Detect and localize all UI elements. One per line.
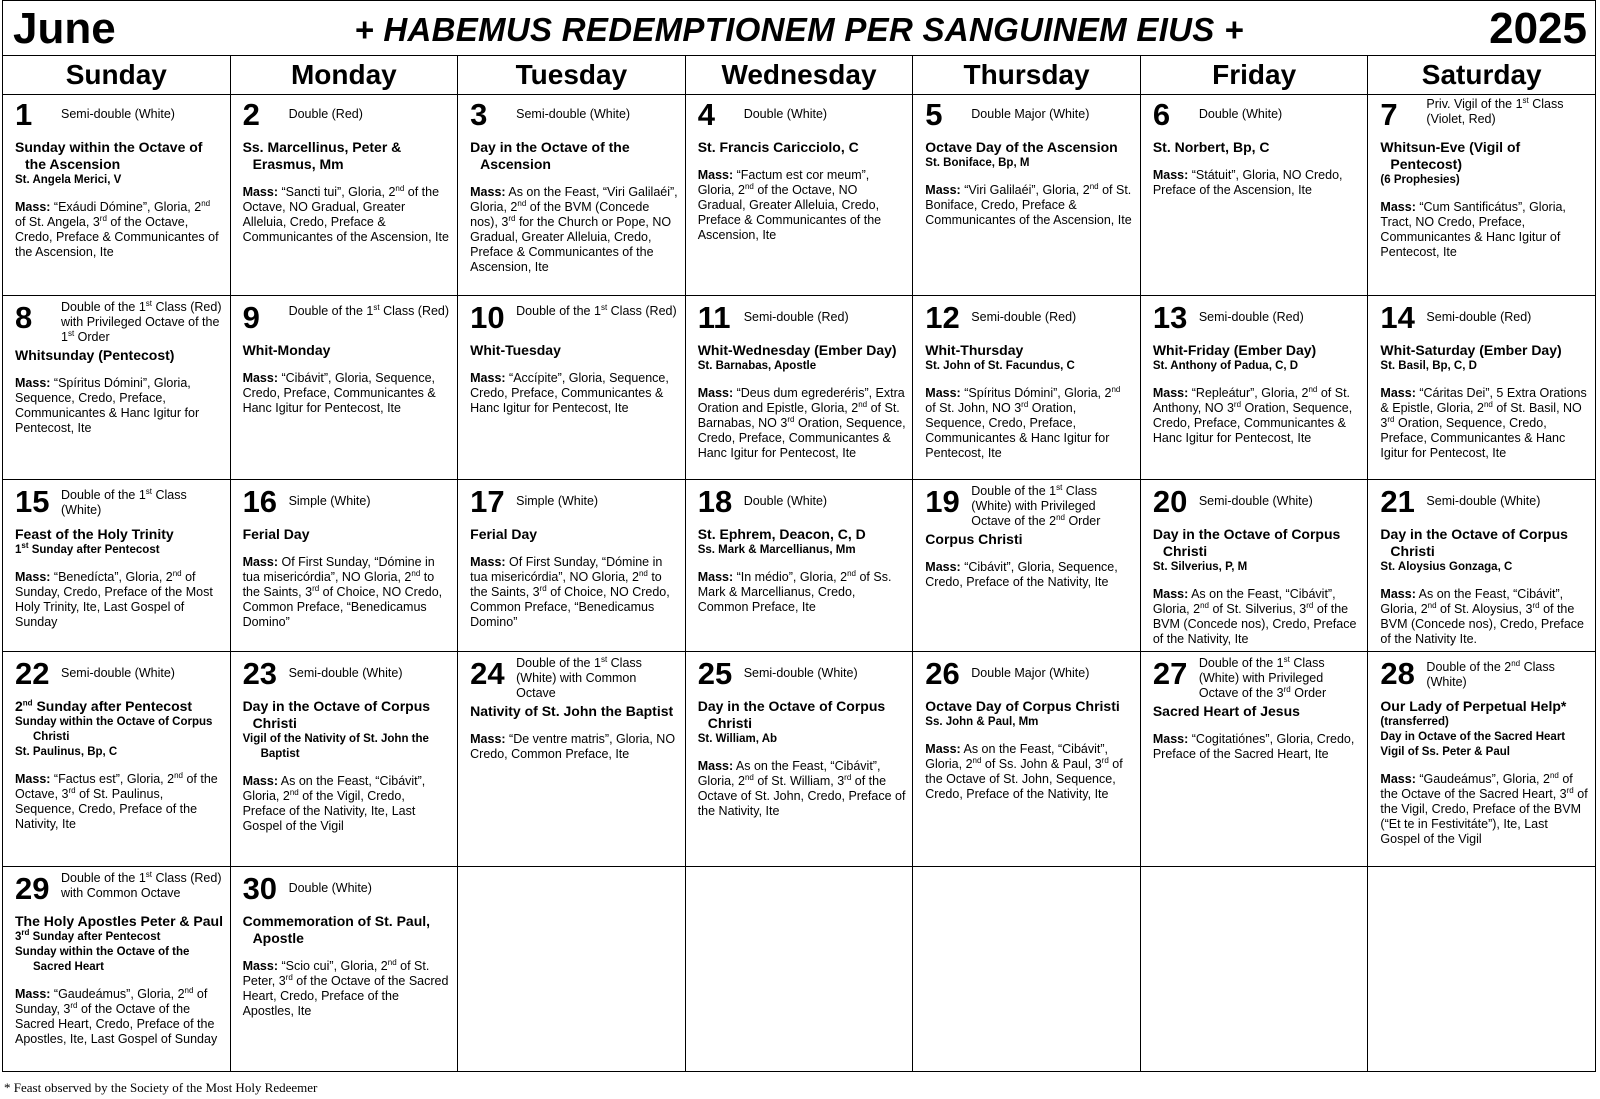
mass-label: Mass: [1152,587,1189,601]
mass-text: “Cogitatiónes”, Gloria, Credo, Preface of the Sacred Heart, Ite [1152,732,1355,761]
mass-label: Mass: [697,168,734,182]
day-cell [231,296,459,480]
liturgical-rank: Double Major (White) [971,107,1090,121]
mass-notes [243,185,452,245]
liturgical-rank: Semi-double (Red) [1198,310,1304,324]
feast-title: Nativity of St. John the Baptist [470,703,674,719]
liturgical-rank: Semi-double (White) [516,107,631,121]
day-cell-header [243,871,452,911]
day-number: 14 [1380,300,1415,335]
day-cell [458,93,686,296]
liturgical-rank: Semi-double (White) [61,666,175,680]
commemoration: St. John of St. Facundus, C [925,360,1075,372]
commemoration: St. William, Ab [697,733,778,745]
liturgical-rank: Double of the 2nd Class (White) [1426,658,1555,689]
commemoration: St. Angela Merici, V [15,174,122,186]
day-cell-header [1153,484,1362,524]
mass-text: As on the Feast, “Cibávit”, Gloria, 2nd of St. Silverius, 3rd of the BVM (Concede nos), Credo, Preface of the Nativity, Ite [1152,587,1357,646]
month-title: June [13,4,116,53]
mass-notes [1153,587,1362,647]
mass-notes [470,371,679,416]
day-cell [231,867,459,1072]
mass-text: “De ventre matris”, Gloria, NO Credo, Common Preface, Ite [470,732,676,761]
day-number: 24 [470,656,505,691]
day-cell-header [243,484,452,524]
mass-notes [1153,386,1362,446]
mass-text: Of First Sunday, “Dómine in tua misericórdia”, NO Gloria, 2nd to the Saints, 3rd of Choice, NO Credo, Common Preface, “Benedicamus Domino” [242,555,443,629]
liturgical-rank: Semi-double (White) [61,107,175,121]
day-number: 25 [697,656,733,691]
mass-label: Mass: [925,560,961,574]
day-cell [458,480,686,652]
day-cell [913,652,1141,867]
mass-notes [15,376,224,436]
commemoration: St. Boniface, Bp, M [925,157,1030,169]
day-cell-header [698,97,907,137]
mass-text: “Viri Galilaéi”, Gloria, 2nd of St. Boniface, Credo, Preface & Communicantes of the Ascension, Ite [925,181,1132,227]
day-cell-header [925,484,1134,529]
day-grid [2,93,1596,1072]
mass-text: As on the Feast, “Cibávit”, Gloria, 2nd of St. Aloysius, 3rd of the BVM (Concede nos), Credo, Preface of the Nativity Ite. [1380,587,1584,646]
mass-text: “Státuit”, Gloria, NO Credo, Preface of the Ascension, Ite [1152,168,1343,197]
commemoration: 1st Sunday after Pentecost [15,541,160,556]
day-cell-header [1380,300,1589,340]
mass-notes [698,168,907,243]
mass-label: Mass: [15,376,51,390]
commemoration: St. Aloysius Gonzaga, C [1380,561,1513,573]
weekday-header-row [2,56,1596,93]
mass-text: As on the Feast, “Cibávit”, Gloria, 2nd of the Vigil, Credo, Preface of the Nativity, Ite, Last Gospel of the Vigil [242,774,426,833]
liturgical-rank: Double of the 1st Class (White) with Privileged Octave of the 2nd Order [971,482,1101,528]
mass-notes [243,371,452,416]
weekday-header: Wednesday [686,56,914,95]
mass-label: Mass: [1380,772,1416,786]
mass-text: As on the Feast, “Viri Galilaéi”, Gloria, 2nd of the BVM (Concede nos), 3rd for the Church or Pope, NO Gradual, Greater Alleluia, Credo, Preface & Communicantes of the Ascension, Ite [470,185,678,274]
day-number: 13 [1152,300,1188,335]
feast-title: Whitsun-Eve (Vigil of Pentecost) [1380,139,1521,172]
mass-notes [925,560,1134,590]
mass-notes [470,185,679,275]
mass-label: Mass: [242,371,278,385]
commemoration: (6 Prophesies) [1380,174,1460,186]
empty-day-cell [1141,867,1369,1072]
feast-title: Octave Day of Corpus Christi [925,698,1120,714]
mass-text: “Repleátur”, Gloria, 2nd of St. Anthony, NO 3rd Oration, Sequence, Credo, Preface, Communicantes & Hanc Igitur for Pentecost, Ite [1152,384,1353,445]
day-number: 10 [470,300,505,335]
mass-label: Mass: [697,759,734,773]
day-cell [231,93,459,296]
weekday-header: Sunday [3,56,231,95]
mass-label: Mass: [925,183,961,197]
mass-text: “Sancti tui”, Gloria, 2nd of the Octave, NO Gradual, Greater Alleluia, Credo, Preface & Communicantes of the Ascension, Ite [242,183,449,244]
weekday-header: Saturday [1368,56,1596,95]
mass-label: Mass: [1152,168,1189,182]
weekday-header: Tuesday [458,56,686,95]
mass-text: “Factus est”, Gloria, 2nd of the Octave, 3rd of St. Paulinus, Sequence, Credo, Preface of the Nativity, Ite [15,770,218,831]
liturgical-rank: Double of the 1st Class (White) [61,486,187,517]
liturgical-rank: Double of the 1st Class (Red) [288,302,450,318]
commemoration: St. Paulinus, Bp, C [15,746,118,758]
mass-text: “Gaudeámus”, Gloria, 2nd of Sunday, 3rd of the Octave of the Sacred Heart, Credo, Preface of the Apostles, Ite, Last Gospel of Sunday [15,985,218,1046]
day-cell [3,296,231,480]
day-number: 8 [15,300,33,335]
commemoration: 3rd Sunday after Pentecost [15,928,161,943]
mass-text: As on the Feast, “Cibávit”, Gloria, 2nd of St. William, 3rd of the Octave of St. John, Credo, Preface of the Nativity, Ite [697,759,906,818]
mass-label: Mass: [242,774,278,788]
commemoration: St. Anthony of Padua, C, D [1152,360,1299,372]
day-cell-header [15,484,224,524]
day-cell [913,480,1141,652]
motto: + HABEMUS REDEMPTIONEM PER SANGUINEM EIUS + [354,11,1244,48]
feast-title: Sacred Heart of Jesus [1152,703,1300,719]
day-number: 18 [697,484,733,519]
feast-title: Whit-Saturday (Ember Day) [1380,342,1562,358]
liturgical-rank: Double Major (White) [971,666,1090,680]
mass-label: Mass: [15,200,51,214]
feast-title: Commemoration of St. Paul, Apostle [242,913,431,946]
day-cell-header [15,871,224,911]
mass-label: Mass: [1380,386,1416,400]
liturgical-rank: Double (White) [743,494,828,508]
day-number: 17 [470,484,505,519]
day-cell-header [243,656,452,696]
day-cell-header [925,97,1134,137]
feast-title: Day in the Octave of Corpus Christi [242,698,431,731]
feast-title: Whitsunday (Pentecost) [15,347,175,363]
liturgical-rank: Double (White) [288,881,372,895]
feast-title: St. Ephrem, Deacon, C, D [697,526,866,542]
feast-title: Ferial Day [470,526,538,542]
day-number: 23 [242,656,278,691]
mass-label: Mass: [470,732,506,746]
mass-label: Mass: [242,555,278,569]
day-number: 3 [470,97,488,132]
day-cell [231,652,459,867]
mass-notes [698,759,907,819]
mass-notes [1380,386,1589,461]
liturgical-rank: Double of the 1st Class (Red) with Privileged Octave of the 1st Order [61,298,222,344]
mass-label: Mass: [15,772,51,786]
day-cell-header [470,656,679,701]
feast-title: Day in the Octave of Corpus Christi [1380,526,1568,559]
liturgical-rank: Semi-double (White) [288,666,403,680]
empty-day-cell [458,867,686,1072]
feast-title: Whit-Monday [242,342,331,358]
commemoration: St. Silverius, P, M [1152,561,1248,573]
day-number: 26 [925,656,960,691]
liturgical-rank: Simple (White) [516,494,599,508]
feast-title: Feast of the Holy Trinity [15,526,174,542]
day-number: 11 [697,300,731,335]
liturgical-rank: Double of the 1st Class (Red) [516,302,677,318]
day-cell-header [698,300,907,340]
day-cell-header [1380,656,1589,696]
day-cell-header [1153,300,1362,340]
mass-text: “Deus dum egrederéris”, Extra Oration and Epistle, Gloria, 2nd of St. Barnabas, NO 3rd Oration, Sequence, Credo, Preface, Communicantes & Hanc Igitur for Pentecost, Ite [697,386,906,460]
day-cell [231,480,459,652]
day-cell [1141,480,1369,652]
commemoration: St. Basil, Bp, C, D [1380,360,1477,372]
mass-label: Mass: [1380,587,1416,601]
day-cell-header [1153,656,1362,701]
mass-notes [925,742,1134,802]
year-title: 2025 [1489,4,1587,53]
feast-title: Day in the Octave of Corpus Christi [697,698,886,731]
liturgical-rank: Semi-double (White) [743,666,858,680]
commemoration: Day in Octave of the Sacred Heart [1380,731,1566,743]
mass-text: “Spíritus Dómini”, Gloria, Sequence, Credo, Preface, Communicantes & Hanc Igitur for Pentecost, Ite [15,376,200,435]
commemoration: Ss. Mark & Marcellianus, Mm [697,544,856,556]
commemoration: Vigil of Ss. Peter & Paul [1380,746,1510,758]
day-cell [686,296,914,480]
day-number: 4 [697,97,715,132]
day-cell-header [470,300,679,340]
mass-label: Mass: [1152,732,1189,746]
mass-text: “Cum Santificátus”, Gloria, Tract, NO Credo, Preface, Communicantes & Hanc Igitur of Pentecost, Ite [1380,200,1566,259]
feast-title: St. Francis Caricciolo, C [697,139,859,155]
feast-title: Whit-Wednesday (Ember Day) [697,342,897,358]
feast-title: Whit-Tuesday [470,342,561,358]
day-cell-header [15,656,224,696]
day-cell-header [15,97,224,137]
mass-notes [1380,587,1589,647]
commemoration: Ss. John & Paul, Mm [925,716,1039,728]
feast-title: Ss. Marcellinus, Peter & Erasmus, Mm [242,139,402,172]
feast-title: St. Norbert, Bp, C [1152,139,1270,155]
day-number: 9 [242,300,260,335]
feast-title: Sunday within the Octave of the Ascension [15,139,203,172]
liturgical-rank: Simple (White) [288,494,371,508]
mass-text: As on the Feast, “Cibávit”, Gloria, 2nd of Ss. John & Paul, 3rd of the Octave of St. John, Sequence, Credo, Preface of the Nativity, Ite [925,742,1123,801]
day-cell-header [1380,97,1589,137]
day-cell [3,93,231,296]
mass-label: Mass: [925,742,961,756]
liturgical-rank: Semi-double (White) [1426,494,1541,508]
mass-label: Mass: [15,570,51,584]
feast-title: Day in the Octave of Corpus Christi [1152,526,1341,559]
day-number: 16 [242,484,278,519]
commemoration: Sunday within the Octave of Corpus Christi [15,716,213,743]
feast-title: Corpus Christi [925,531,1023,547]
day-cell [1141,93,1369,296]
mass-text: “Accípite”, Gloria, Sequence, Credo, Preface, Communicantes & Hanc Igitur for Pentecost, Ite [470,371,669,415]
feast-title: Whit-Thursday [925,342,1024,358]
mass-label: Mass: [470,555,506,569]
mass-label: Mass: [15,987,51,1001]
day-cell-header [470,97,679,137]
empty-day-cell [913,867,1141,1072]
day-cell [913,93,1141,296]
mass-text: “Factum est cor meum”, Gloria, 2nd of the Octave, NO Gradual, Greater Alleluia, Credo, Preface & Communicantes of the Ascension, Ite [697,168,882,242]
mass-label: Mass: [470,371,506,385]
mass-label: Mass: [1380,200,1416,214]
day-number: 28 [1380,656,1415,691]
mass-label: Mass: [1152,386,1189,400]
feast-title: The Holy Apostles Peter & Paul [15,913,223,929]
mass-notes [470,732,679,762]
feast-title: Octave Day of the Ascension [925,139,1118,155]
day-cell-header [15,300,224,345]
commemoration: St. Barnabas, Apostle [697,360,817,372]
day-cell [1141,296,1369,480]
day-cell-header [925,300,1134,340]
day-number: 5 [925,97,943,132]
day-cell [3,480,231,652]
weekday-header: Friday [1141,56,1369,95]
liturgical-rank: Priv. Vigil of the 1st Class (Violet, Red) [1426,95,1564,126]
liturgical-rank: Double of the 1st Class (White) with Common Octave [516,654,642,700]
mass-text: Of First Sunday, “Dómine in tua misericórdia”, NO Gloria, 2nd to the Saints, 3rd of Choice, NO Credo, Common Preface, “Benedicamus Domino” [470,555,670,629]
liturgical-rank: Double (White) [1198,107,1283,121]
day-number: 22 [15,656,50,691]
commemoration: (transferred) [1380,716,1449,728]
day-number: 29 [15,871,50,906]
mass-text: “Benedícta”, Gloria, 2nd of Sunday, Credo, Preface of the Most Holy Trinity, Ite, Last Gospel of Sunday [15,568,213,629]
mass-text: “Spíritus Dómini”, Gloria, 2nd of St. John, NO 3rd Oration, Sequence, Credo, Preface, Communicantes & Hanc Igitur for Pentecost, Ite [925,384,1121,460]
day-cell [458,652,686,867]
day-cell [686,652,914,867]
day-cell [1368,296,1596,480]
mass-text: “Exáudi Dómine”, Gloria, 2nd of St. Angela, 3rd of the Octave, Credo, Preface & Communicantes of the Ascension, Ite [15,198,219,259]
mass-notes [470,555,679,630]
commemoration: Sunday within the Octave of the Sacred Heart [15,946,190,973]
liturgical-rank: Double of the 1st Class (Red) with Common Octave [61,869,222,900]
mass-notes [1153,168,1362,198]
mass-text: “In médio”, Gloria, 2nd of Ss. Mark & Marcellianus, Credo, Common Preface, Ite [697,568,892,614]
day-cell [686,480,914,652]
feast-title: Ferial Day [242,526,310,542]
mass-notes [925,386,1134,461]
day-cell-header [925,656,1134,696]
mass-notes [1380,200,1589,260]
mass-notes [243,959,452,1019]
liturgical-rank: Semi-double (White) [1198,494,1313,508]
day-cell-header [1380,484,1589,524]
day-cell [1368,652,1596,867]
day-cell [458,296,686,480]
feast-title: Our Lady of Perpetual Help* [1380,698,1567,714]
day-cell-header [698,484,907,524]
mass-text: “Gaudeámus”, Gloria, 2nd of the Octave of the Sacred Heart, 3rd of the Vigil, Credo, Preface of the BVM (“Et te in Festivitáte”), Ite, Last Gospel of the Vigil [1380,770,1588,846]
mass-label: Mass: [925,386,961,400]
day-number: 15 [15,484,50,519]
mass-text: “Cáritas Dei”, 5 Extra Orations & Epistle, Gloria, 2nd of St. Basil, NO 3rd Oration, Sequence, Credo, Preface, Communicantes & Hanc Igitur for Pentecost, Ite [1380,386,1587,460]
mass-text: “Scio cui”, Gloria, 2nd of St. Peter, 3rd of the Octave of the Sacred Heart, Credo, Preface of the Apostles, Ite [242,957,449,1018]
liturgical-rank: Double (White) [743,107,828,121]
mass-notes [15,987,224,1047]
day-cell-header [698,656,907,696]
feast-title: Whit-Friday (Ember Day) [1152,342,1317,358]
footnote: * Feast observed by the Society of the Most Holy Redeemer [4,1080,318,1095]
mass-label: Mass: [697,386,734,400]
mass-notes [1153,732,1362,762]
liturgical-rank: Semi-double (Red) [1426,310,1532,324]
liturgical-rank: Semi-double (Red) [971,310,1077,324]
day-number: 21 [1380,484,1415,519]
mass-label: Mass: [470,185,506,199]
day-number: 30 [242,871,278,906]
empty-day-cell [1368,867,1596,1072]
mass-text: “Cibávit”, Gloria, Sequence, Credo, Preface, Communicantes & Hanc Igitur for Pentecost, Ite [242,371,436,415]
liturgical-rank: Double (Red) [288,107,363,121]
day-cell [3,652,231,867]
day-cell [913,296,1141,480]
mass-notes [698,386,907,461]
weekday-header: Thursday [913,56,1141,95]
day-number: 27 [1152,656,1188,691]
day-number: 12 [925,300,960,335]
mass-notes [243,774,452,834]
day-cell-header [1153,97,1362,137]
day-cell [686,93,914,296]
feast-title: 2nd Sunday after Pentecost [15,698,193,714]
day-cell [1368,480,1596,652]
mass-label: Mass: [242,185,278,199]
mass-notes [15,772,224,832]
day-cell-header [243,300,452,340]
empty-day-cell [686,867,914,1072]
mass-notes [925,183,1134,228]
feast-title: Day in the Octave of the Ascension [470,139,630,172]
mass-label: Mass: [242,959,278,973]
day-cell-header [243,97,452,137]
day-cell [3,867,231,1072]
day-number: 7 [1380,97,1398,132]
mass-notes [1380,772,1589,847]
liturgical-rank: Double of the 1st Class (White) with Privileged Octave of the 3rd Order [1198,654,1327,700]
mass-notes [15,200,224,260]
day-number: 20 [1152,484,1188,519]
day-number: 19 [925,484,960,519]
weekday-header: Monday [231,56,459,95]
day-number: 1 [15,97,33,132]
mass-notes [15,570,224,630]
day-cell-header [470,484,679,524]
day-number: 6 [1152,97,1171,132]
calendar-header [2,0,1596,56]
mass-text: “Cibávit”, Gloria, Sequence, Credo, Preface of the Nativity, Ite [925,560,1118,589]
day-cell [1368,93,1596,296]
mass-label: Mass: [697,570,734,584]
liturgical-rank: Semi-double (Red) [743,310,849,324]
day-number: 2 [242,97,260,132]
mass-notes [243,555,452,630]
day-cell [1141,652,1369,867]
commemoration: Vigil of the Nativity of St. John the Baptist [242,733,429,760]
calendar [2,0,1598,1072]
mass-notes [698,570,907,615]
